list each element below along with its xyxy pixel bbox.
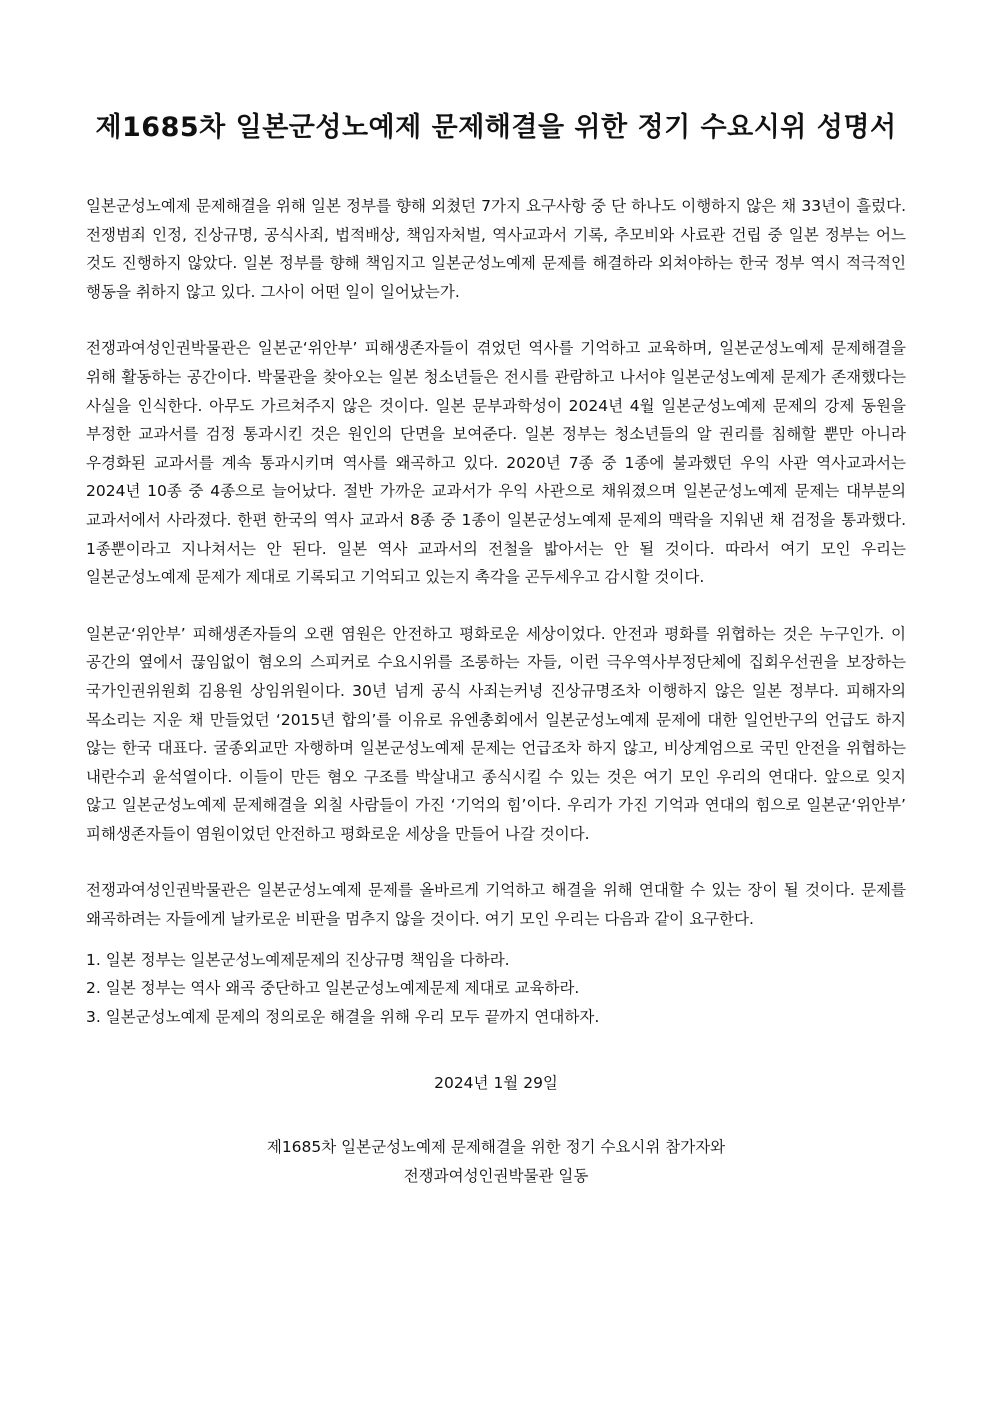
document-title: 제1685차 일본군성노예제 문제해결을 위한 정기 수요시위 성명서 [95,112,897,143]
signature-line-2: 전쟁과여성인권박물관 일동 [403,1167,589,1186]
demand-item-1: 1. 일본 정부는 일본군성노예제문제의 진상규명 책임을 다하라. [86,950,510,969]
signature-line-1: 제1685차 일본군성노예제 문제해결을 위한 정기 수요시위 참가자와 [266,1138,726,1157]
paragraph-1: 일본군성노예제 문제해결을 위해 일본 정부를 향해 외쳤던 7가지 요구사항 중 단 하나도 이행하지 않은 채 33년이 흘렀다. 전쟁범죄 인정, 진상규명, 공식사죄, 법적배상, 책임자처벌, 역사교과서 기록, 추모비와 사료관 건립 중 일본 정부는 어느 것도 진행하지 않았다. 일본 정부를 향해 책임지고 일본군성노예제 문제를 해결하라 외쳐야하는 한국 정부 역시 적극적인 행동을 취하지 않고 있다. 그사이 어떤 일이 일어났는가. [86,197,906,301]
paragraph-4: 전쟁과여성인권박물관은 일본군성노예제 문제를 올바르게 기억하고 해결을 위해 연대할 수 있는 장이 될 것이다. 문제를 왜곡하려는 자들에게 날카로운 비판을 멈추지 않을 것이다. 여기 모인 우리는 다음과 같이 요구한다. [86,881,906,929]
statement-date: 2024년 1월 29일 [434,1074,558,1093]
signature-block [86,1133,906,1191]
paragraph-2: 전쟁과여성인권박물관은 일본군‘위안부’ 피해생존자들이 겪었던 역사를 기억하고 교육하며, 일본군성노예제 문제해결을 위해 활동하는 공간이다. 박물관을 찾아오는 일본 청소년들은 전시를 관람하고 나서야 일본군성노예제 문제가 존재했다는 사실을 인식한다. 아무도 가르쳐주지 않은 것이다. 일본 문부과학성이 2024년 4월 일본군성노예제 문제의 강제 동원을 부정한 교과서를 검정 통과시킨 것은 원인의 단면을 보여준다. 일본 정부는 청소년들의 알 권리를 침해할 뿐만 아니라 우경화된 교과서를 계속 통과시키며 역사를 왜곡하고 있다. 2020년 7종 중 1종에 불과했던 우익 사관 역사교과서는 2024년 10종 중 4종으로 늘어났다. 절반 가까운 교과서가 우익 사관으로 채워졌으며 일본군성노예제 문제는 대부분의 교과서에서 사라졌다. 한편 한국의 역사 교과서 8종 중 1종이 일본군성노예제 문제의 맥락을 지워낸 채 검정을 통과했다. 1종뿐이라고 지나쳐서는 안 된다. 일본 역사 교과서의 전철을 밟아서는 안 될 것이다. 따라서 여기 모인 우리는 일본군성노예제 문제가 제대로 기록되고 기억되고 있는지 촉각을 곤두세우고 감시할 것이다. [86,339,906,587]
demand-item-2: 2. 일본 정부는 역사 왜곡 중단하고 일본군성노예제문제 제대로 교육하라. [86,979,580,998]
demands-list [86,946,906,1032]
paragraph-3: 일본군‘위안부’ 피해생존자들의 오랜 염원은 안전하고 평화로운 세상이었다. 안전과 평화를 위협하는 것은 누구인가. 이 공간의 옆에서 끊임없이 혐오의 스피커로 수요시위를 조롱하는 자들, 이런 극우역사부정단체에 집회우선권을 보장하는 국가인권위원회 김용원 상임위원이다. 30년 넘게 공식 사죄는커녕 진상규명조차 이행하지 않은 일본 정부다. 피해자의 목소리는 지운 채 만들었던 ‘2015년 합의’를 이유로 유엔총회에서 일본군성노예제 문제에 대한 일언반구의 언급도 하지 않는 한국 대표다. 굴종외교만 자행하며 일본군성노예제 문제는 언급조차 하지 않고, 비상계엄으로 국민 안전을 위협하는 내란수괴 윤석열이다. 이들이 만든 혐오 구조를 박살내고 종식시킬 수 있는 것은 여기 모인 우리의 연대다. 앞으로 잊지 않고 일본군성노예제 문제해결을 외칠 사람들이 가진 ‘기억의 힘’이다. 우리가 가진 기억과 연대의 힘으로 일본군‘위안부’ 피해생존자들이 염원이었던 안전하고 평화로운 세상을 만들어 나갈 것이다. [86,624,906,843]
demand-item-3: 3. 일본군성노예제 문제의 정의로운 해결을 위해 우리 모두 끝까지 연대하자. [86,1007,600,1026]
